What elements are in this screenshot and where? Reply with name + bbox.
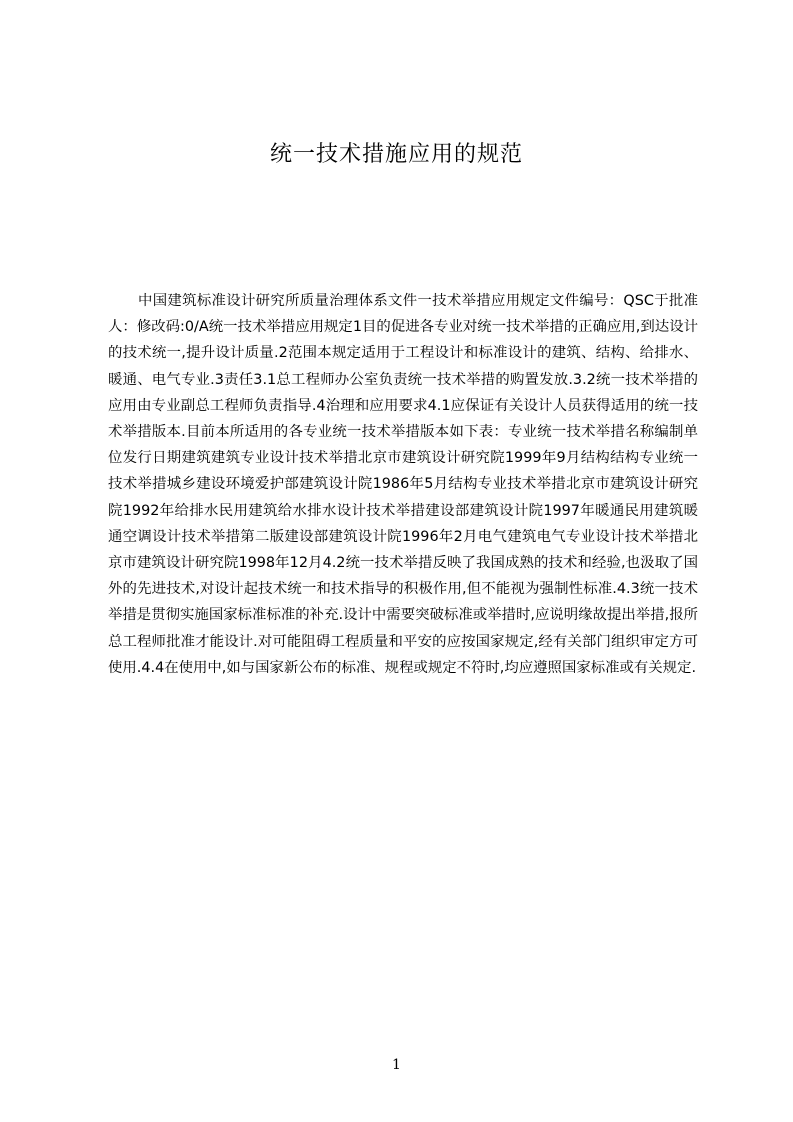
page-number: 1 xyxy=(392,1057,401,1073)
body-paragraph: 中国建筑标准设计研究所质量治理体系文件一技术举措应用规定文件编号：QSC于批准人：修改码:0/A统一技术举措应用规定1目的促进各专业对统一技术举措的正确应用,到达设计的技术统一,提升设计质量.2范围本规定适用于工程设计和标准设计的建筑、结构、给排水、暖通、电气专业.3责任3.1总工程师办公室负责统一技术举措的购置发放.3.2统一技术举措的应用由专业副总工程师负责指导.4治理和应用要求4.1应保证有关设计人员获得适用的统一技术举措版本.目前本所适用的各专业统一技术举措版本如下表：专业统一技术举措名称编制单位发行日期建筑建筑专业设计技术举措北京市建筑设计研究院1999年9月结构结构专业统一技术举措城乡建设环境爱护部建筑设计院1986年5月结构专业技术举措北京市建筑设计研究院1992年给排水民用建筑给水排水设计技术举措建设部建筑设计院1997年暖通民用建筑暖通空调设计技术举措第二版建设部建筑设计院1996年2月电气建筑电气专业设计技术举措北京市建筑设计研究院1998年12月4.2统一技术举措反映了我国成熟的技术和经验,也汲取了国外的先进技术,对设计起技术统一和技术指导的积极作用,但不能视为强制性标准.4.3统一技术举措是贯彻实施国家标准标准的补充.设计中需要突破标准或举措时,应说明缘故提出举措,报所总工程师批准才能设计.对可能阻碍工程质量和平安的应按国家规定,经有关部门组织审定方可使用.4.4在使用中,如与国家新公布的标准、规程或规定不符时,均应遵照国家标准或有关规定. xyxy=(108,293,698,676)
document-title: 统一技术措施应用的规范 xyxy=(269,142,523,167)
